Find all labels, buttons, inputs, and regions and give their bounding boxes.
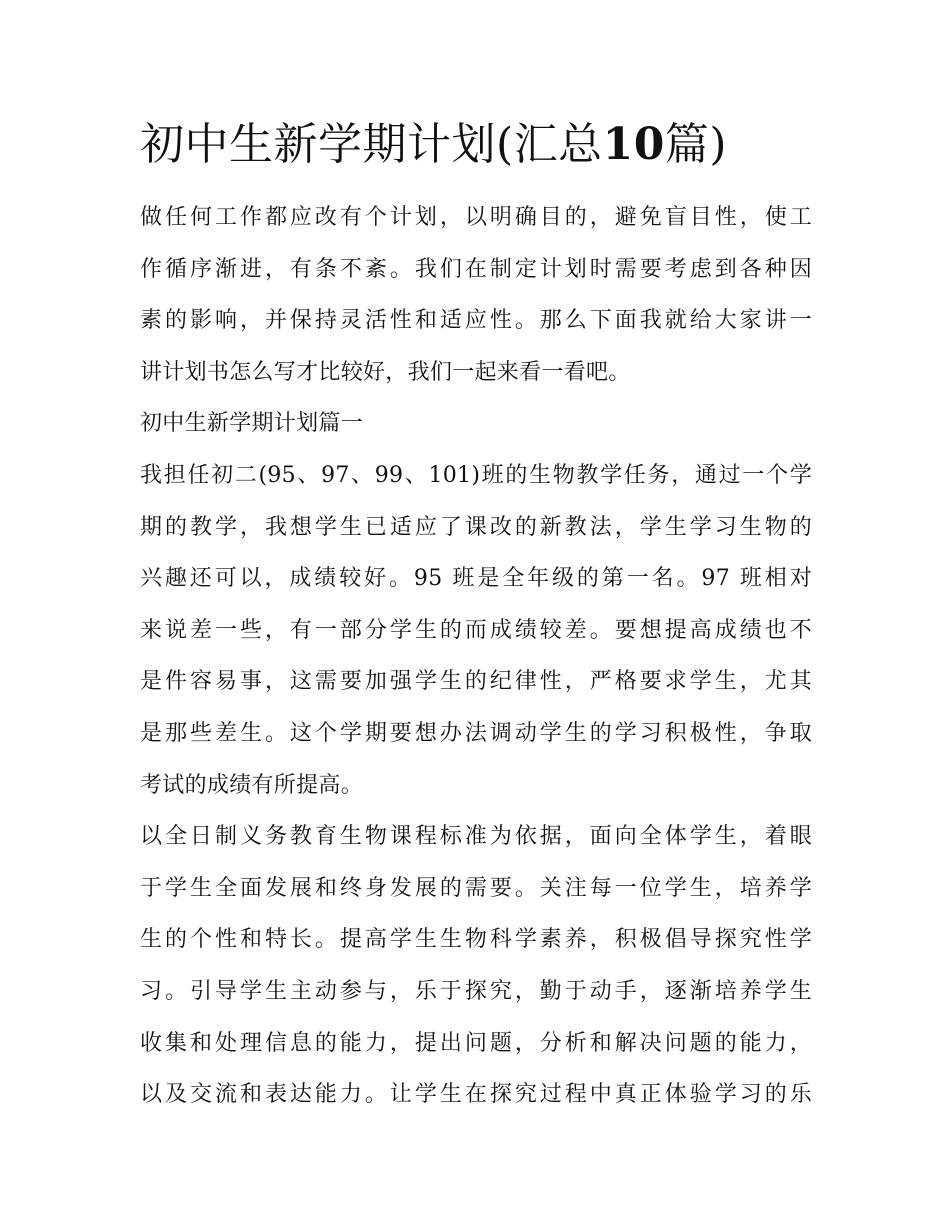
text-line: 收集和处理信息的能力，提出问题，分析和解决问题的能力， <box>140 1030 812 1056</box>
text-line: 我担任初二(95、97、99、101)班的生物教学任务，通过一个学 <box>140 462 812 488</box>
title-suffix: 篇) <box>664 119 728 170</box>
title-prefix: 初中生新学期计划(汇总 <box>140 119 603 170</box>
text-line: 考试的成绩有所提高。 <box>140 772 364 798</box>
text-line: 以全日制义务教育生物课程标准为依据，面向全体学生，着眼 <box>140 824 812 850</box>
text-line: 生的个性和特长。提高学生生物科学素养，积极倡导探究性学 <box>140 927 812 953</box>
text-line: 于学生全面发展和终身发展的需要。关注每一位学生，培养学 <box>140 875 812 901</box>
document-page <box>140 112 812 1121</box>
section-heading: 初中生新学期计划篇一 <box>140 411 364 437</box>
text-line: 是件容易事，这需要加强学生的纪律性，严格要求学生，尤其 <box>140 669 812 695</box>
text-line: 来说差一些，有一部分学生的而成绩较差。要想提高成绩也不 <box>140 617 812 643</box>
document-title <box>140 112 812 178</box>
text-line: 讲计划书怎么写才比较好，我们一起来看一看吧。 <box>140 359 631 385</box>
text-line: 做任何工作都应改有个计划，以明确目的，避免盲目性，使工 <box>140 205 812 230</box>
title-number: 10 <box>602 119 665 170</box>
text-line: 兴趣还可以，成绩较好。95 班是全年级的第一名。97 班相对 <box>140 566 812 592</box>
text-line: 习。引导学生主动参与，乐于探究，勤于动手，逐渐培养学生 <box>140 978 812 1004</box>
text-line: 是那些差生。这个学期要想办法调动学生的学习积极性，争取 <box>140 720 812 746</box>
text-line: 以及交流和表达能力。让学生在探究过程中真正体验学习的乐 <box>140 1082 812 1108</box>
text-line: 作循序渐进，有条不紊。我们在制定计划时需要考虑到各种因 <box>140 256 812 282</box>
document-body <box>140 192 812 1121</box>
text-line: 期的教学，我想学生已适应了课改的新教法，学生学习生物的 <box>140 514 812 540</box>
text-line: 素的影响，并保持灵活性和适应性。那么下面我就给大家讲一 <box>140 308 812 334</box>
